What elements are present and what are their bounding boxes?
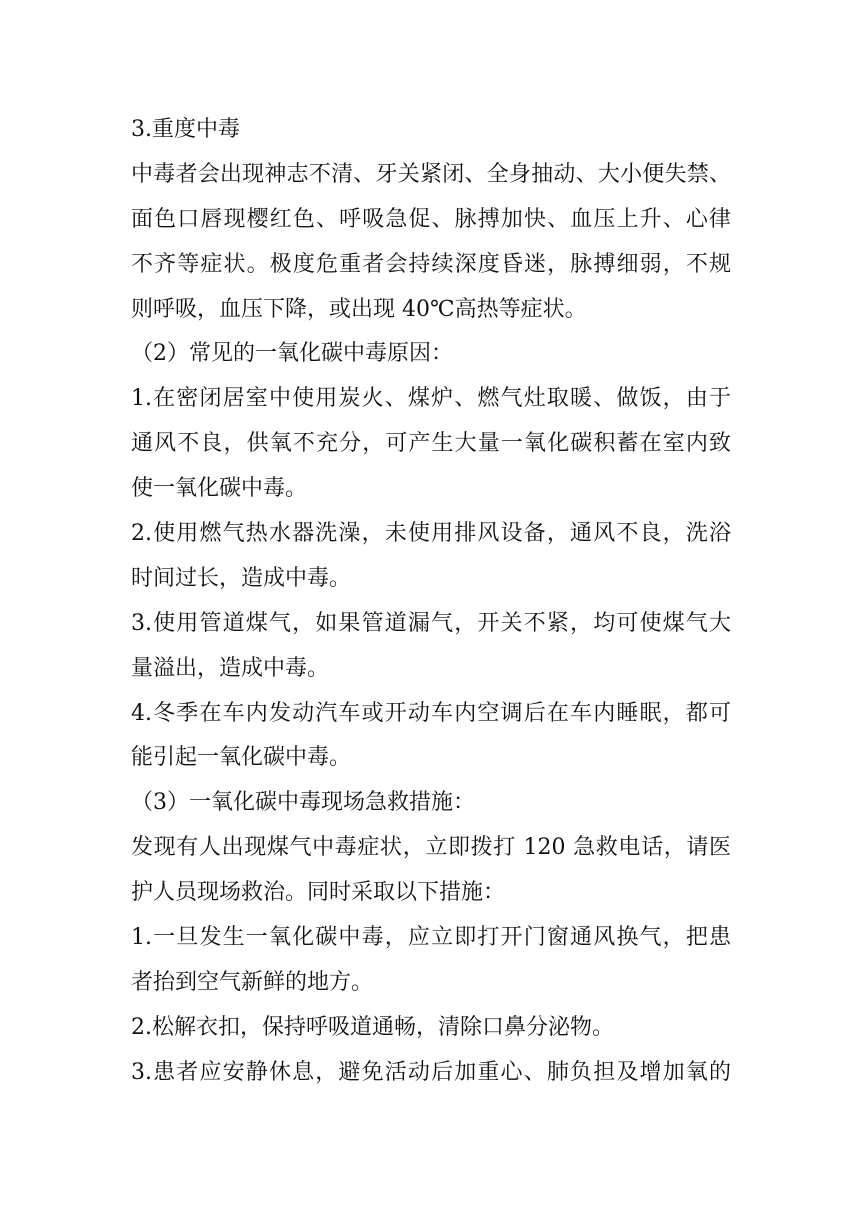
- text-line: 发现有人出现煤气中毒症状，立即拨打 120 急救电话，请医: [131, 835, 731, 861]
- text-line: 量溢出，造成中毒。: [131, 655, 330, 681]
- text-line: 4.冬季在车内发动汽车或开动车内空调后在车内睡眠，都可: [131, 700, 731, 726]
- section-heading: （3）一氧化碳中毒现场急救措施：: [131, 790, 475, 816]
- text-line: 通风不良，供氧不充分，可产生大量一氧化碳积蓄在室内致: [131, 431, 731, 457]
- text-line: 3.重度中毒: [131, 117, 240, 142]
- text-line: 3.使用管道煤气，如果管道漏气，开关不紧，均可使煤气大: [131, 610, 731, 636]
- text-line: 1.一旦发生一氧化碳中毒，应立即打开门窗通风换气，把患: [131, 925, 731, 951]
- text-line: 2.松解衣扣，保持呼吸道通畅，清除口鼻分泌物。: [131, 1014, 614, 1040]
- text-line: 1.在密闭居室中使用炭火、煤炉、燃气灶取暖、做饭，由于: [131, 386, 731, 412]
- text-line: 护人员现场救治。同时采取以下措施：: [131, 880, 506, 906]
- text-line: 则呼吸，血压下降，或出现 40℃高热等症状。: [131, 296, 587, 322]
- text-line: 2.使用燃气热水器洗澡，未使用排风设备，通风不良，洗浴: [131, 521, 731, 547]
- text-line: 能引起一氧化碳中毒。: [131, 745, 352, 771]
- text-line: 时间过长，造成中毒。: [131, 565, 352, 591]
- text-line: 不齐等症状。极度危重者会持续深度昏迷，脉搏细弱，不规: [131, 251, 731, 277]
- text-line: 使一氧化碳中毒。: [131, 476, 308, 502]
- section-heading: （2）常见的一氧化碳中毒原因：: [131, 341, 453, 367]
- text-line: 面色口唇现樱红色、呼吸急促、脉搏加快、血压上升、心律: [131, 206, 731, 232]
- text-line: 者抬到空气新鲜的地方。: [131, 969, 374, 995]
- document-body: [131, 108, 731, 1096]
- text-line: 3.患者应安静休息，避免活动后加重心、肺负担及增加氧的: [131, 1059, 731, 1085]
- text-line: 中毒者会出现神志不清、牙关紧闭、全身抽动、大小便失禁、: [131, 161, 731, 187]
